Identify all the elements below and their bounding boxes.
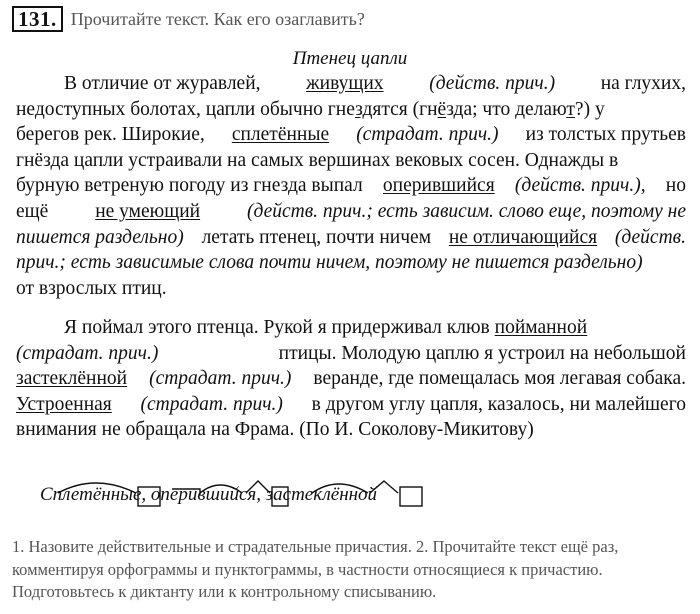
morphemic-analysis <box>40 484 377 506</box>
grammar-note: (страдат. прич.) <box>16 342 159 364</box>
text-line <box>16 366 686 392</box>
participle-underlined: оперившийся <box>382 175 495 197</box>
text-fragment: птицы. Молодую цаплю я устроил на небольшой <box>278 342 686 364</box>
grammar-note: пишется раздельно) <box>16 226 184 248</box>
separator: , <box>141 484 147 505</box>
question-line: комментируя орфограммы и пунктограммы, в частности относящиеся к причастию. <box>12 559 603 579</box>
text-fragment: ятся (гн <box>372 98 438 120</box>
text-line <box>16 122 686 148</box>
separator: , <box>256 484 261 505</box>
participle-underlined: Устроенная <box>16 393 112 415</box>
text-line <box>16 199 686 225</box>
grammar-note: (страдат. прич.) <box>140 393 283 415</box>
participle-underlined: не отличающийся <box>448 226 598 248</box>
text-fragment: веранде, где помещалась моя легавая собака. <box>313 368 686 390</box>
grammar-note: (действ. прич.; есть зависим. слово еще, поэтому не <box>246 200 686 222</box>
text-fragment: летать птенец, почти ничем <box>201 226 432 248</box>
text-fragment: В отличие от журавлей, <box>64 73 261 94</box>
grammar-note: (действ. прич.), <box>514 175 646 197</box>
ending-box-3 <box>400 487 422 506</box>
text-fragment: ?) у <box>574 98 605 120</box>
text-line: от взрослых птиц. <box>16 277 167 299</box>
text-fragment: ещё <box>16 200 49 222</box>
participle-underlined: пойманной <box>494 317 588 338</box>
grammar-note: (страдат. прич.) <box>356 124 499 146</box>
question-line: 1. Назовите действительные и страдательные причастия. 2. Прочитайте текст ещё раз, <box>12 537 619 556</box>
text-line <box>16 173 686 199</box>
morph-word: оперившийся <box>150 484 257 505</box>
participle-underlined: застеклённой <box>16 368 128 390</box>
assignment-questions <box>12 536 692 604</box>
task-header <box>12 6 365 32</box>
task-number: 131. <box>12 6 63 32</box>
participle-underlined: живущих <box>306 73 384 94</box>
text-line <box>16 71 686 97</box>
grammar-note: (действ. прич.) <box>429 73 556 94</box>
question-line: Подготовьтесь к диктанту или к контрольному списыванию. <box>12 582 437 601</box>
text-title: Птенец цапли <box>292 48 408 69</box>
text-line: гнёзда цапли устраивали на самых вершинах вековых сосен. Однажды в <box>16 149 619 171</box>
grammar-note: (страдат. прич.) <box>149 368 292 390</box>
task-question: Прочитайте текст. Как его озаглавить? <box>70 8 365 29</box>
text-line: прич.; есть зависимые слова почти ничем, поэтому не пишется раздельно) <box>16 252 643 274</box>
text-line <box>16 97 686 123</box>
text-fragment: берегов рек. Широкие, <box>16 124 205 146</box>
text-line <box>16 392 686 418</box>
text-fragment: зда; что делаю <box>446 98 567 120</box>
grammar-note: (действ. <box>614 226 686 248</box>
text-fragment: на глухих, <box>600 73 686 94</box>
text-fragment: в другом углу цапля, казалось, ни малейшего <box>311 393 686 415</box>
paragraph-2 <box>16 315 686 443</box>
spelling-mark: т <box>566 98 575 120</box>
morph-word: застеклённой <box>265 484 378 505</box>
text-fragment: Я поймал этого птенца. Рукой я придерживал клюв <box>64 317 490 338</box>
text-line <box>16 225 686 251</box>
text-line <box>16 315 686 341</box>
text-fragment: из толстых прутьев <box>525 124 686 146</box>
text-fragment: недоступных болотах, цапли обычно гне <box>16 98 356 120</box>
participle-underlined: не умеющий <box>95 200 201 222</box>
paragraph-1 <box>16 71 686 301</box>
text-fragment: но <box>665 175 686 197</box>
text-line: внимания не обращала на Фрама. (По И. Соколову-Микитову) <box>16 419 534 441</box>
text-fragment: бурную ветреную погоду из гнезда выпал <box>16 175 363 197</box>
morph-word: Сплетённые <box>40 484 142 505</box>
spelling-mark: зд <box>355 98 373 120</box>
spelling-mark: ё <box>437 98 447 120</box>
participle-underlined: сплетённые <box>231 124 330 146</box>
text-line <box>16 341 686 367</box>
